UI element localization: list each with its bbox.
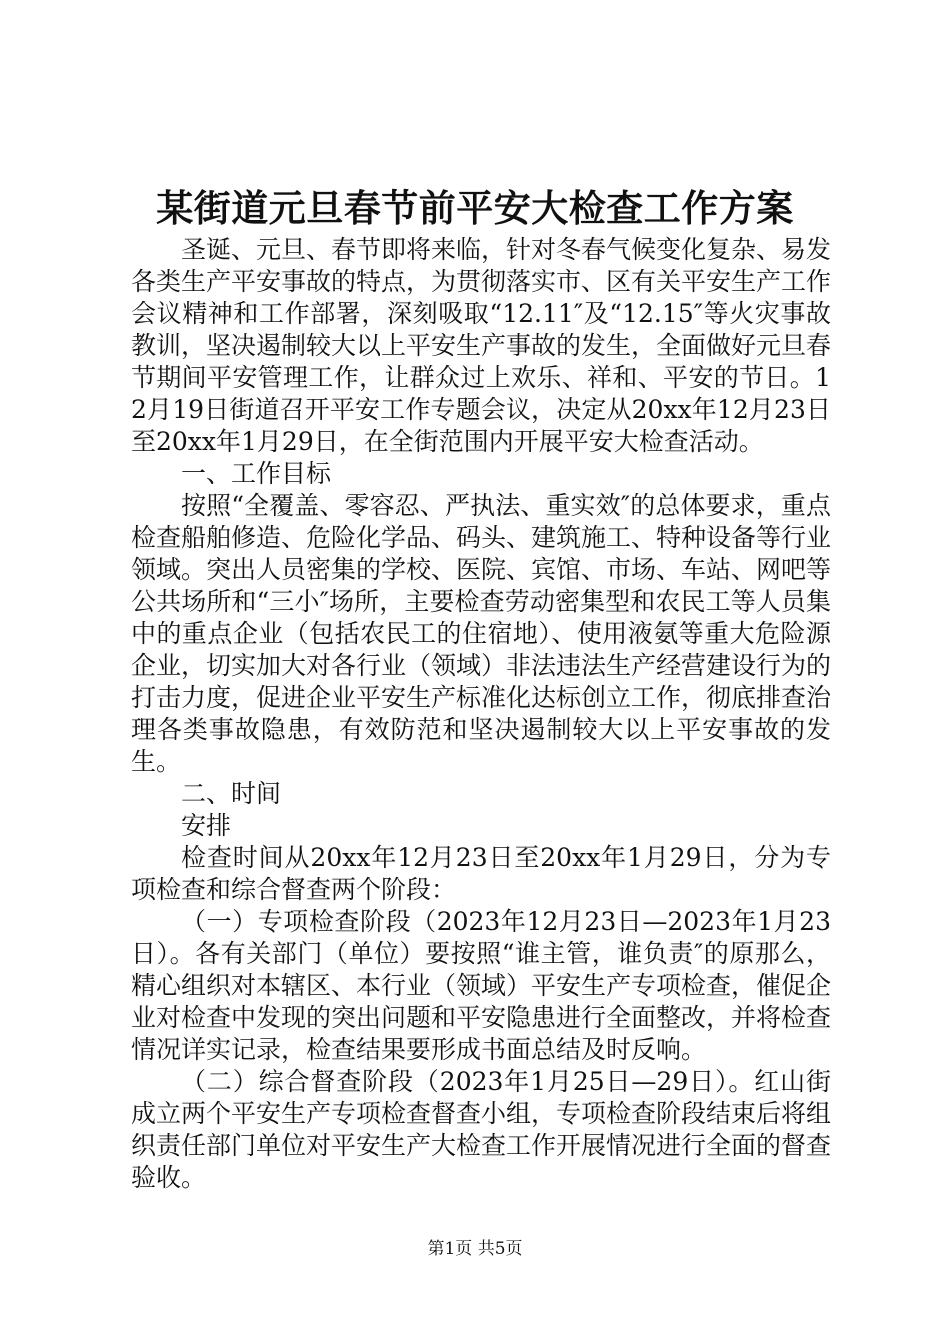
document-title: 某街道元旦春节前平安大检查工作方案 xyxy=(156,186,794,230)
document-body xyxy=(131,234,831,1194)
schedule-paragraph: 检查时间从20xx年12月23日至20xx年1月29日，分为专项检查和综合督查两个阶段： xyxy=(131,843,831,904)
goals-paragraph: 按照“全覆盖、零容忍、严执法、重实效″的总体要求，重点检查船舶修造、危险化学品、码头、建筑施工、特种设备等行业领域。突出人员密集的学校、医院、宾馆、市场、车站、网吧等公共场所和“三小″场所，主要检查劳动密集型和农民工等人员集中的重点企业（包括农民工的住宿地）、使用液氨等重大危险源企业，切实加大对各行业（领域）非法违法生产经营建设行为的打击力度，促进企业平安生产标准化达标创立工作，彻底排查治理各类事故隐患，有效防范和坚决遏制较大以上平安事故的发生。 xyxy=(131,491,832,776)
stage-two-paragraph: （二）综合督查阶段（2023年1月25日—29日）。红山街成立两个平安生产专项检查督查小组，专项检查阶段结束后将组织责任部门单位对平安生产大检查工作开展情况进行全面的督查验收。 xyxy=(131,1067,832,1192)
page-footer: 第1页 共5页 xyxy=(427,1239,523,1259)
section-heading-arrangement: 安排 xyxy=(181,811,232,840)
stage-one-paragraph: （一）专项检查阶段（2023年12月23日—2023年1月23日）。各有关部门（单位）要按照“谁主管，谁负责″的原那么，精心组织对本辖区、本行业（领域）平安生产专项检查，催促企业对检查中发现的突出问题和平安隐患进行全面整改，并将检查情况详实记录，检查结果要形成书面总结及时反响。 xyxy=(131,907,832,1064)
section-heading-time: 二、时间 xyxy=(181,779,282,808)
intro-paragraph: 圣诞、元旦、春节即将来临，针对冬春气候变化复杂、易发各类生产平安事故的特点，为贯彻落实市、区有关平安生产工作会议精神和工作部署，深刻吸取“12.11″及“12.15″等火灾事故教训，坚决遏制较大以上平安生产事故的发生，全面做好元旦春节期间平安管理工作，让群众过上欢乐、祥和、平安的节日。12月19日街道召开平安工作专题会议，决定从20xx年12月23日至20xx年1月29日，在全街范围内开展平安大检查活动。 xyxy=(131,235,832,456)
section-heading-goals: 一、工作目标 xyxy=(181,459,332,488)
